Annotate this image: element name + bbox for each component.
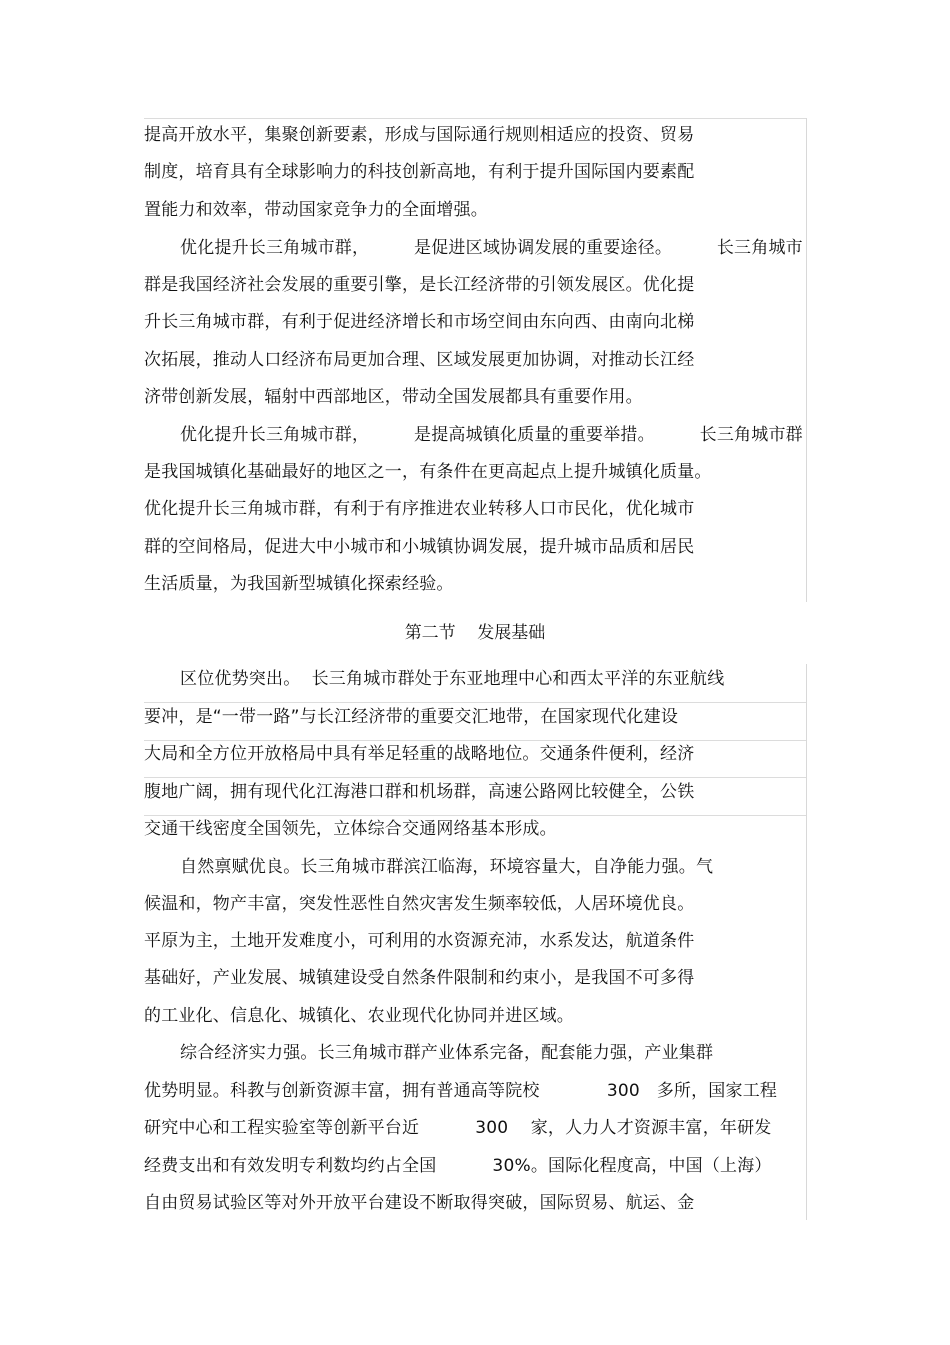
text-line: 综合经济实力强。长三角城市群产业体系完备，配套能力强，产业集群 [180, 1043, 714, 1063]
text-line: 候温和，物产丰富，突发性恶性自然灾害发生频率较低，人居环境优良。 [144, 894, 695, 914]
text-line: 提高开放水平，集聚创新要素，形成与国际通行规则相适应的投资、贸易 [144, 125, 695, 145]
table-rule-4 [144, 815, 806, 816]
table-rule-1 [144, 702, 806, 703]
text-line: 平原为主，土地开发难度小，可利用的水资源充沛，水系发达，航道条件 [144, 931, 695, 951]
text-line: 置能力和效率，带动国家竞争力的全面增强。 [144, 200, 488, 220]
text-line: 大局和全方位开放格局中具有举足轻重的战略地位。交通条件便利，经济 [144, 744, 695, 764]
text-line: 研究中心和工程实验室等创新平台近 300 家，人力人才资源丰富，年研发 [144, 1118, 772, 1138]
table-rule-2 [144, 740, 806, 741]
text-line: 要冲，是“一带一路”与长江经济带的重要交汇地带，在国家现代化建设 [144, 707, 679, 727]
text-line: 升长三角城市群，有利于促进经济增长和市场空间由东向西、由南向北梯 [144, 312, 695, 332]
text-line: 优化提升长三角城市群，有利于有序推进农业转移人口市民化，优化城市 [144, 499, 695, 519]
text-line: 自由贸易试验区等对外开放平台建设不断取得突破，国际贸易、航运、金 [144, 1193, 695, 1213]
text-line: 生活质量，为我国新型城镇化探索经验。 [144, 574, 454, 594]
text-line: 是我国城镇化基础最好的地区之一，有条件在更高起点上提升城镇化质量。 [144, 462, 712, 482]
text-line: 优化提升长三角城市群， 是提高城镇化质量的重要举措。 长三角城市群 [180, 425, 803, 445]
text-line: 优势明显。科教与创新资源丰富，拥有普通高等院校 300 多所，国家工程 [144, 1081, 778, 1101]
table-rule-3 [144, 777, 806, 778]
frame-rule-right-bottom [806, 664, 807, 1220]
text-line: 制度，培育具有全球影响力的科技创新高地，有利于提升国际国内要素配 [144, 162, 695, 182]
text-line: 交通干线密度全国领先，立体综合交通网络基本形成。 [144, 819, 557, 839]
text-line: 经费支出和有效发明专利数均约占全国 30%。国际化程度高，中国（上海） [144, 1156, 772, 1176]
text-line: 区位优势突出。 长三角城市群处于东亚地理中心和西太平洋的东亚航线 [180, 669, 725, 689]
frame-rule-top [144, 118, 806, 119]
text-line: 济带创新发展，辐射中西部地区，带动全国发展都具有重要作用。 [144, 387, 643, 407]
text-line: 优化提升长三角城市群， 是促进区域协调发展的重要途径。 长三角城市 [180, 238, 803, 258]
frame-rule-right-top [806, 118, 807, 602]
text-line: 次拓展，推动人口经济布局更加合理、区域发展更加协调，对推动长江经 [144, 350, 695, 370]
text-line: 基础好，产业发展、城镇建设受自然条件限制和约束小，是我国不可多得 [144, 968, 695, 988]
text-line: 群的空间格局，促进大中小城市和小城镇协调发展，提升城市品质和居民 [144, 537, 695, 557]
section-heading: 第二节 发展基础 [404, 623, 546, 643]
text-line: 群是我国经济社会发展的重要引擎，是长江经济带的引领发展区。优化提 [144, 275, 695, 295]
text-line: 的工业化、信息化、城镇化、农业现代化协同并进区域。 [144, 1006, 574, 1026]
text-line: 自然禀赋优良。长三角城市群滨江临海，环境容量大，自净能力强。气 [180, 857, 714, 877]
text-line: 腹地广阔，拥有现代化江海港口群和机场群，高速公路网比较健全，公铁 [144, 782, 695, 802]
